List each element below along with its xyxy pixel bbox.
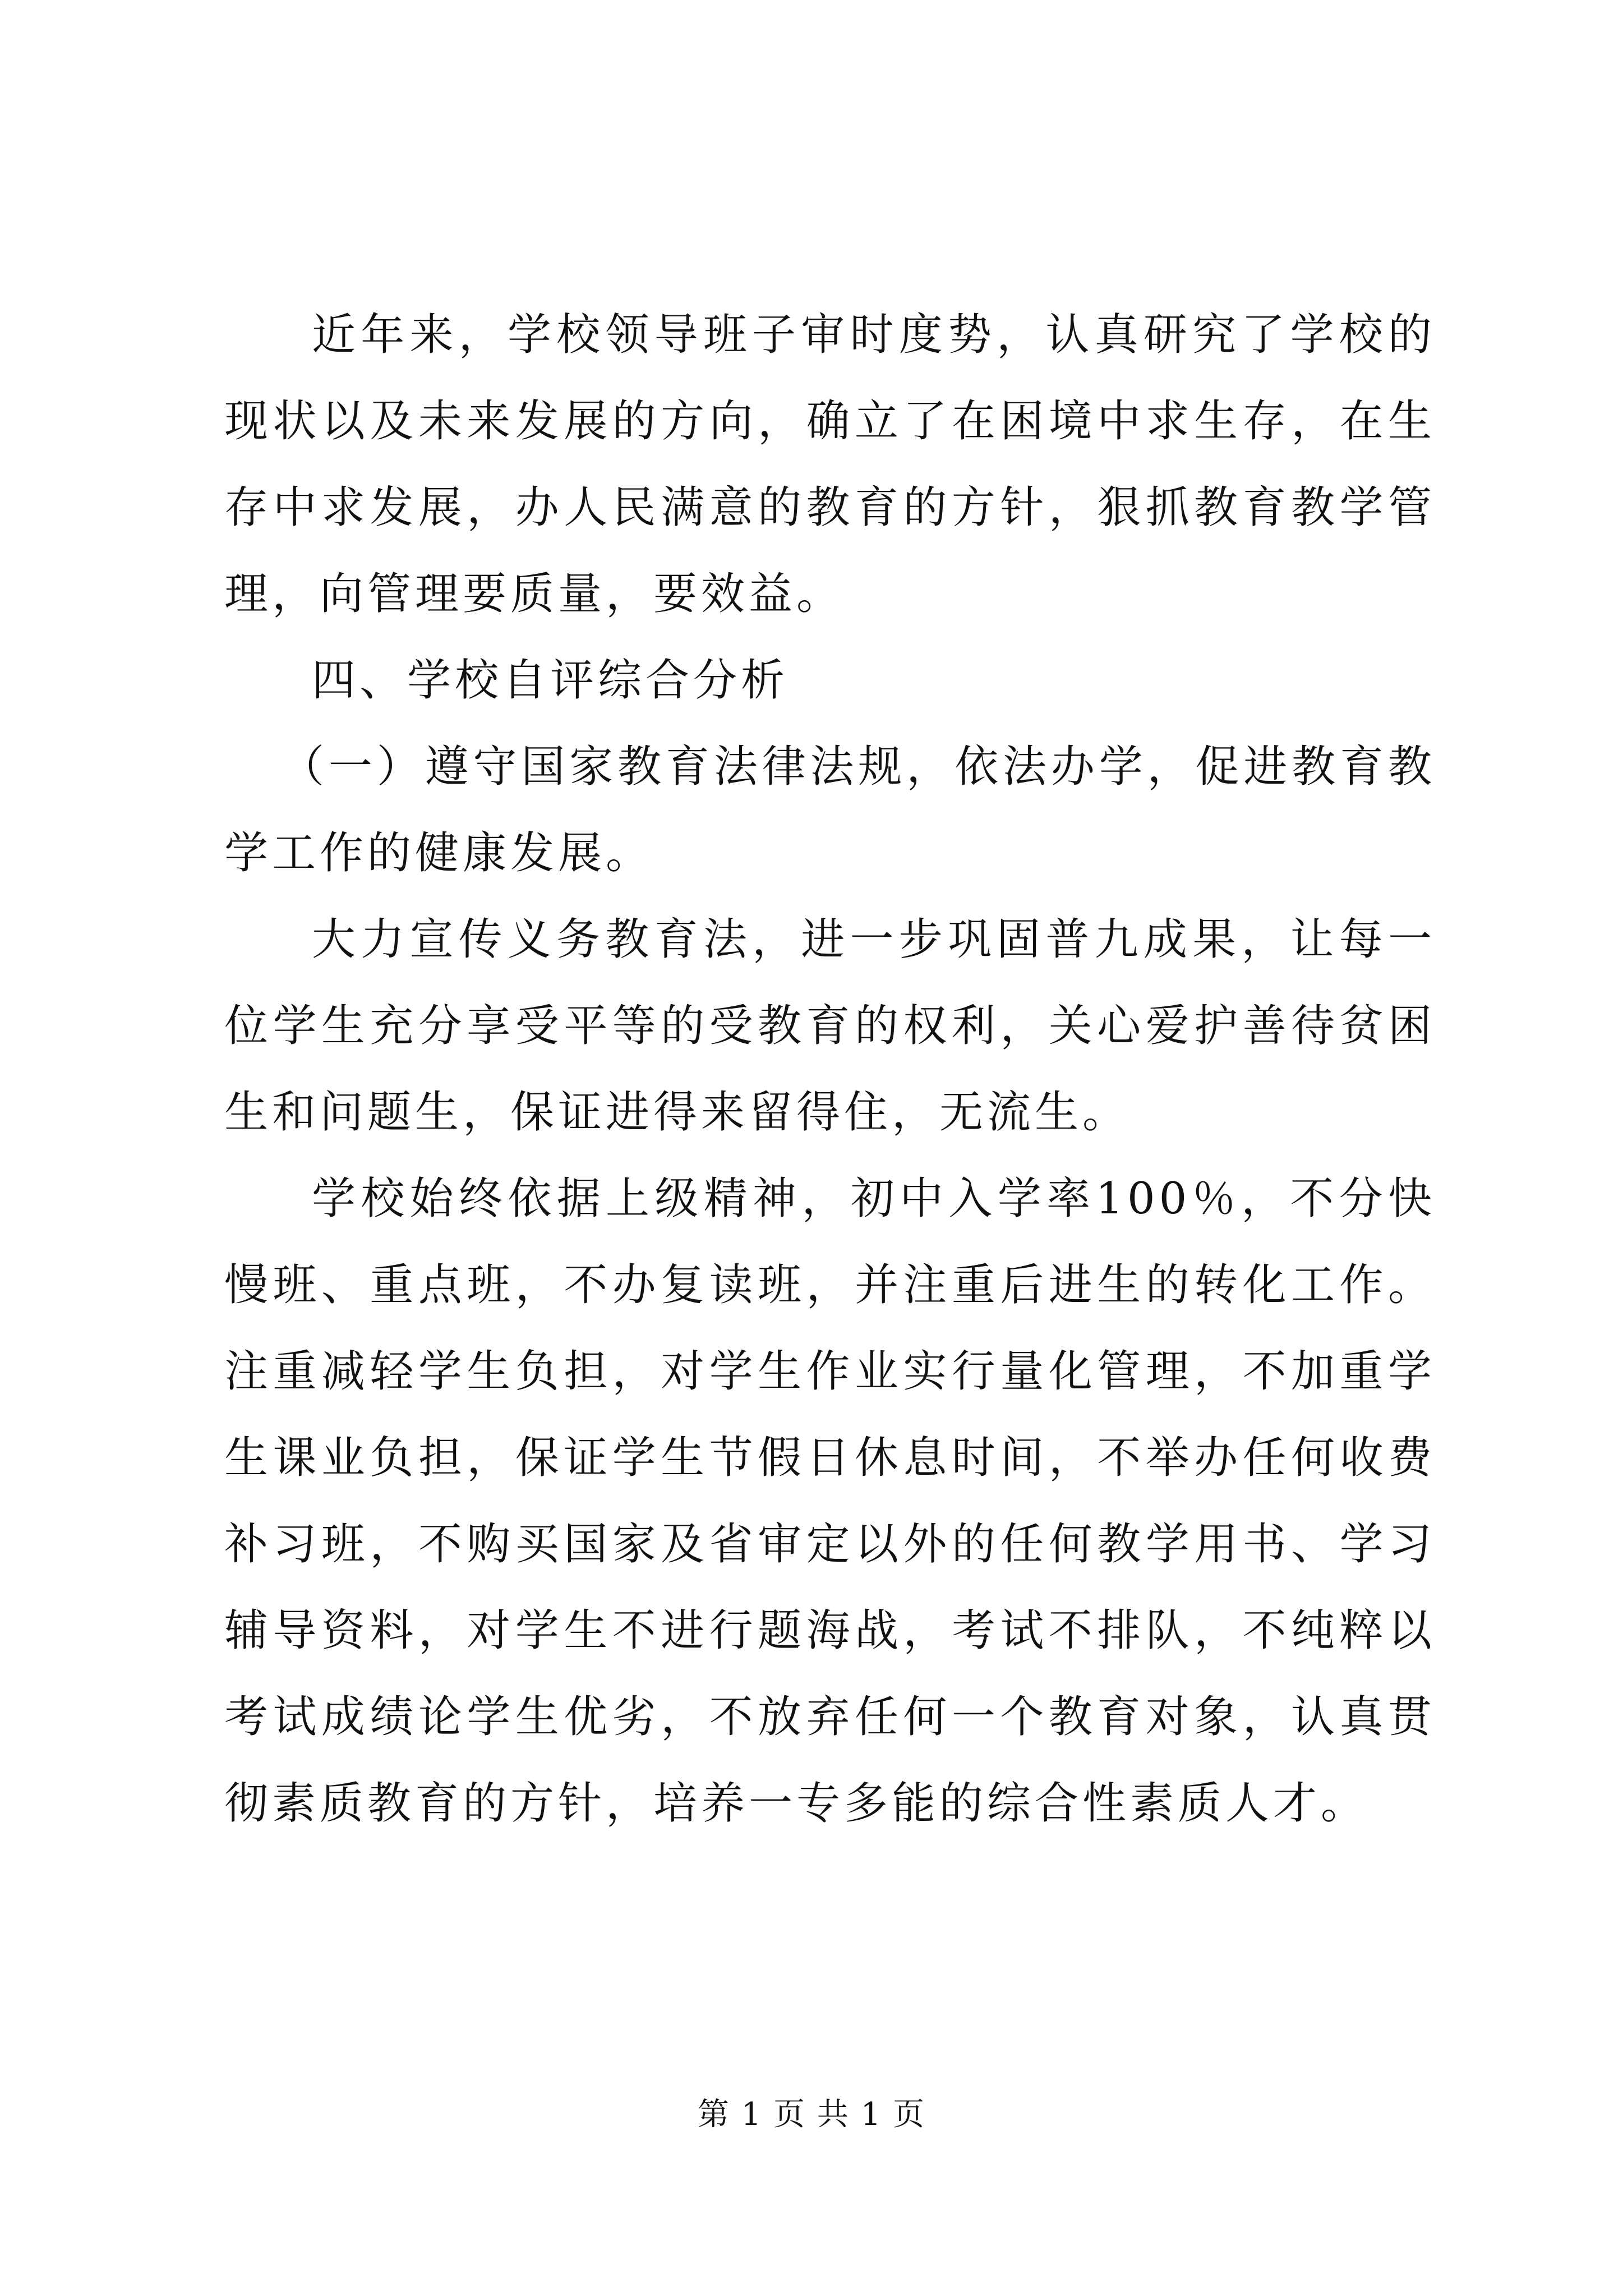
document-body	[224, 292, 1436, 1847]
section-heading: 四、学校自评综合分析	[312, 655, 789, 706]
page-number-footer: 第 1 页 共 1 页	[697, 2096, 926, 2133]
subsection-heading: （一）遵守国家教育法律法规，依法办学，促进教育教学工作的健康发展。	[224, 742, 1436, 878]
paragraph-school-policy: 学校始终依据上级精神，初中入学率100％，不分快慢班、重点班，不办复读班，并注重后进生的转化工作。注重减轻学生负担，对学生作业实行量化管理，不加重学生课业负担，保证学生节假日休息时间，不举办任何收费补习班，不购买国家及省审定以外的任何教学用书、学习辅导资料，对学生不进行题海战，考试不排队，不纯粹以考试成绩论学生优劣，不放弃任何一个教育对象，认真贯彻素质教育的方针，培养一专多能的综合性素质人才。	[224, 1174, 1436, 1829]
paragraph-intro: 近年来，学校领导班子审时度势，认真研究了学校的现状以及未来发展的方向，确立了在困境中求生存，在生存中求发展，办人民满意的教育的方针，狠抓教育教学管理，向管理要质量，要效益。	[224, 310, 1436, 619]
paragraph-compulsory-education: 大力宣传义务教育法，进一步巩固普九成果，让每一位学生充分享受平等的受教育的权利，关心爱护善待贫困生和问题生，保证进得来留得住，无流生。	[224, 914, 1436, 1138]
